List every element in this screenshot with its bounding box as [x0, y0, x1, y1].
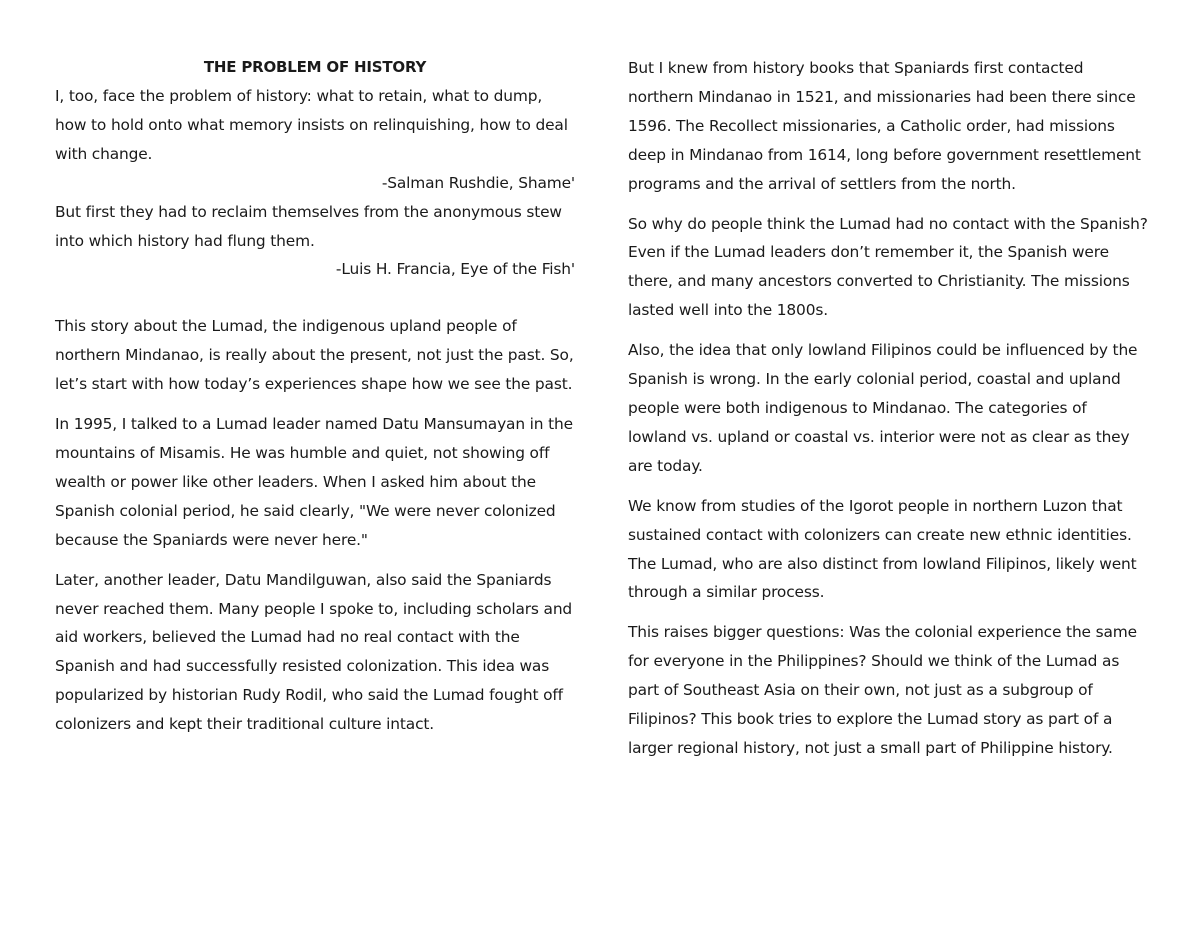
body-paragraph: In 1995, I talked to a Lumad leader named Datu Mansumayan in the mountains of Misamis. He was humble and quiet, not showing off wealth or power like other leaders. When I asked him about the Spanish colonial period, he said clearly, "We were never colonized because the Spaniards were never here."	[55, 415, 573, 549]
body-paragraph: This raises bigger questions: Was the colonial experience the same for everyone in the Philippines? Should we think of the Lumad as part of Southeast Asia on their own, not just as a subgroup of Filipinos? This book tries to explore the Lumad story as part of a larger regional history, not just a small part of Philippine history.	[628, 623, 1137, 757]
body-paragraph: This story about the Lumad, the indigenous upland people of northern Mindanao, is really about the present, not just the past. So, let’s start with how today’s experiences shape how we see the past.	[55, 317, 574, 394]
epigraph-attribution: -Luis H. Francia, Eye of the Fish'	[335, 260, 575, 279]
body-paragraph: We know from studies of the Igorot people in northern Luzon that sustained contact with colonizers can create new ethnic identities. The Lumad, who are also distinct from lowland Filipinos, likely went through a similar process.	[628, 496, 1137, 602]
epigraph-2	[55, 198, 575, 285]
page-title: THE PROBLEM OF HISTORY	[203, 58, 427, 76]
epigraph-quote: But first they had to reclaim themselves from the anonymous stew into which history had flung them.	[55, 202, 562, 250]
epigraph-1	[55, 82, 575, 198]
epigraph-quote: I, too, face the problem of history: what to retain, what to dump, how to hold onto what memory insists on relinquishing, how to deal with change.	[55, 87, 568, 163]
epigraph-attribution: -Salman Rushdie, Shame'	[381, 173, 575, 192]
body-paragraph: But I knew from history books that Spaniards first contacted northern Mindanao in 1521, and missionaries had been there since 1596. The Recollect missionaries, a Catholic order, had missions deep in Mindanao from 1614, long before government resettlement programs and the arrival of settlers from the north.	[628, 59, 1141, 193]
body-paragraph: So why do people think the Lumad had no contact with the Spanish? Even if the Lumad leaders don’t remember it, the Spanish were there, and many ancestors converted to Christianity. The missions lasted well into the 1800s.	[628, 214, 1148, 320]
body-paragraph: Later, another leader, Datu Mandilguwan, also said the Spaniards never reached them. Many people I spoke to, including scholars and aid workers, believed the Lumad had no real contact with the Spanish and had successfully resisted colonization. This idea was popularized by historian Rudy Rodil, who said the Lumad fought off colonizers and kept their traditional culture intact.	[55, 570, 573, 734]
right-column	[628, 54, 1148, 774]
left-column	[55, 54, 575, 750]
body-paragraph: Also, the idea that only lowland Filipinos could be influenced by the Spanish is wrong. In the early colonial period, coastal and upland people were both indigenous to Mindanao. The categories of lowland vs. upland or coastal vs. interior were not as clear as they are today.	[628, 341, 1138, 475]
